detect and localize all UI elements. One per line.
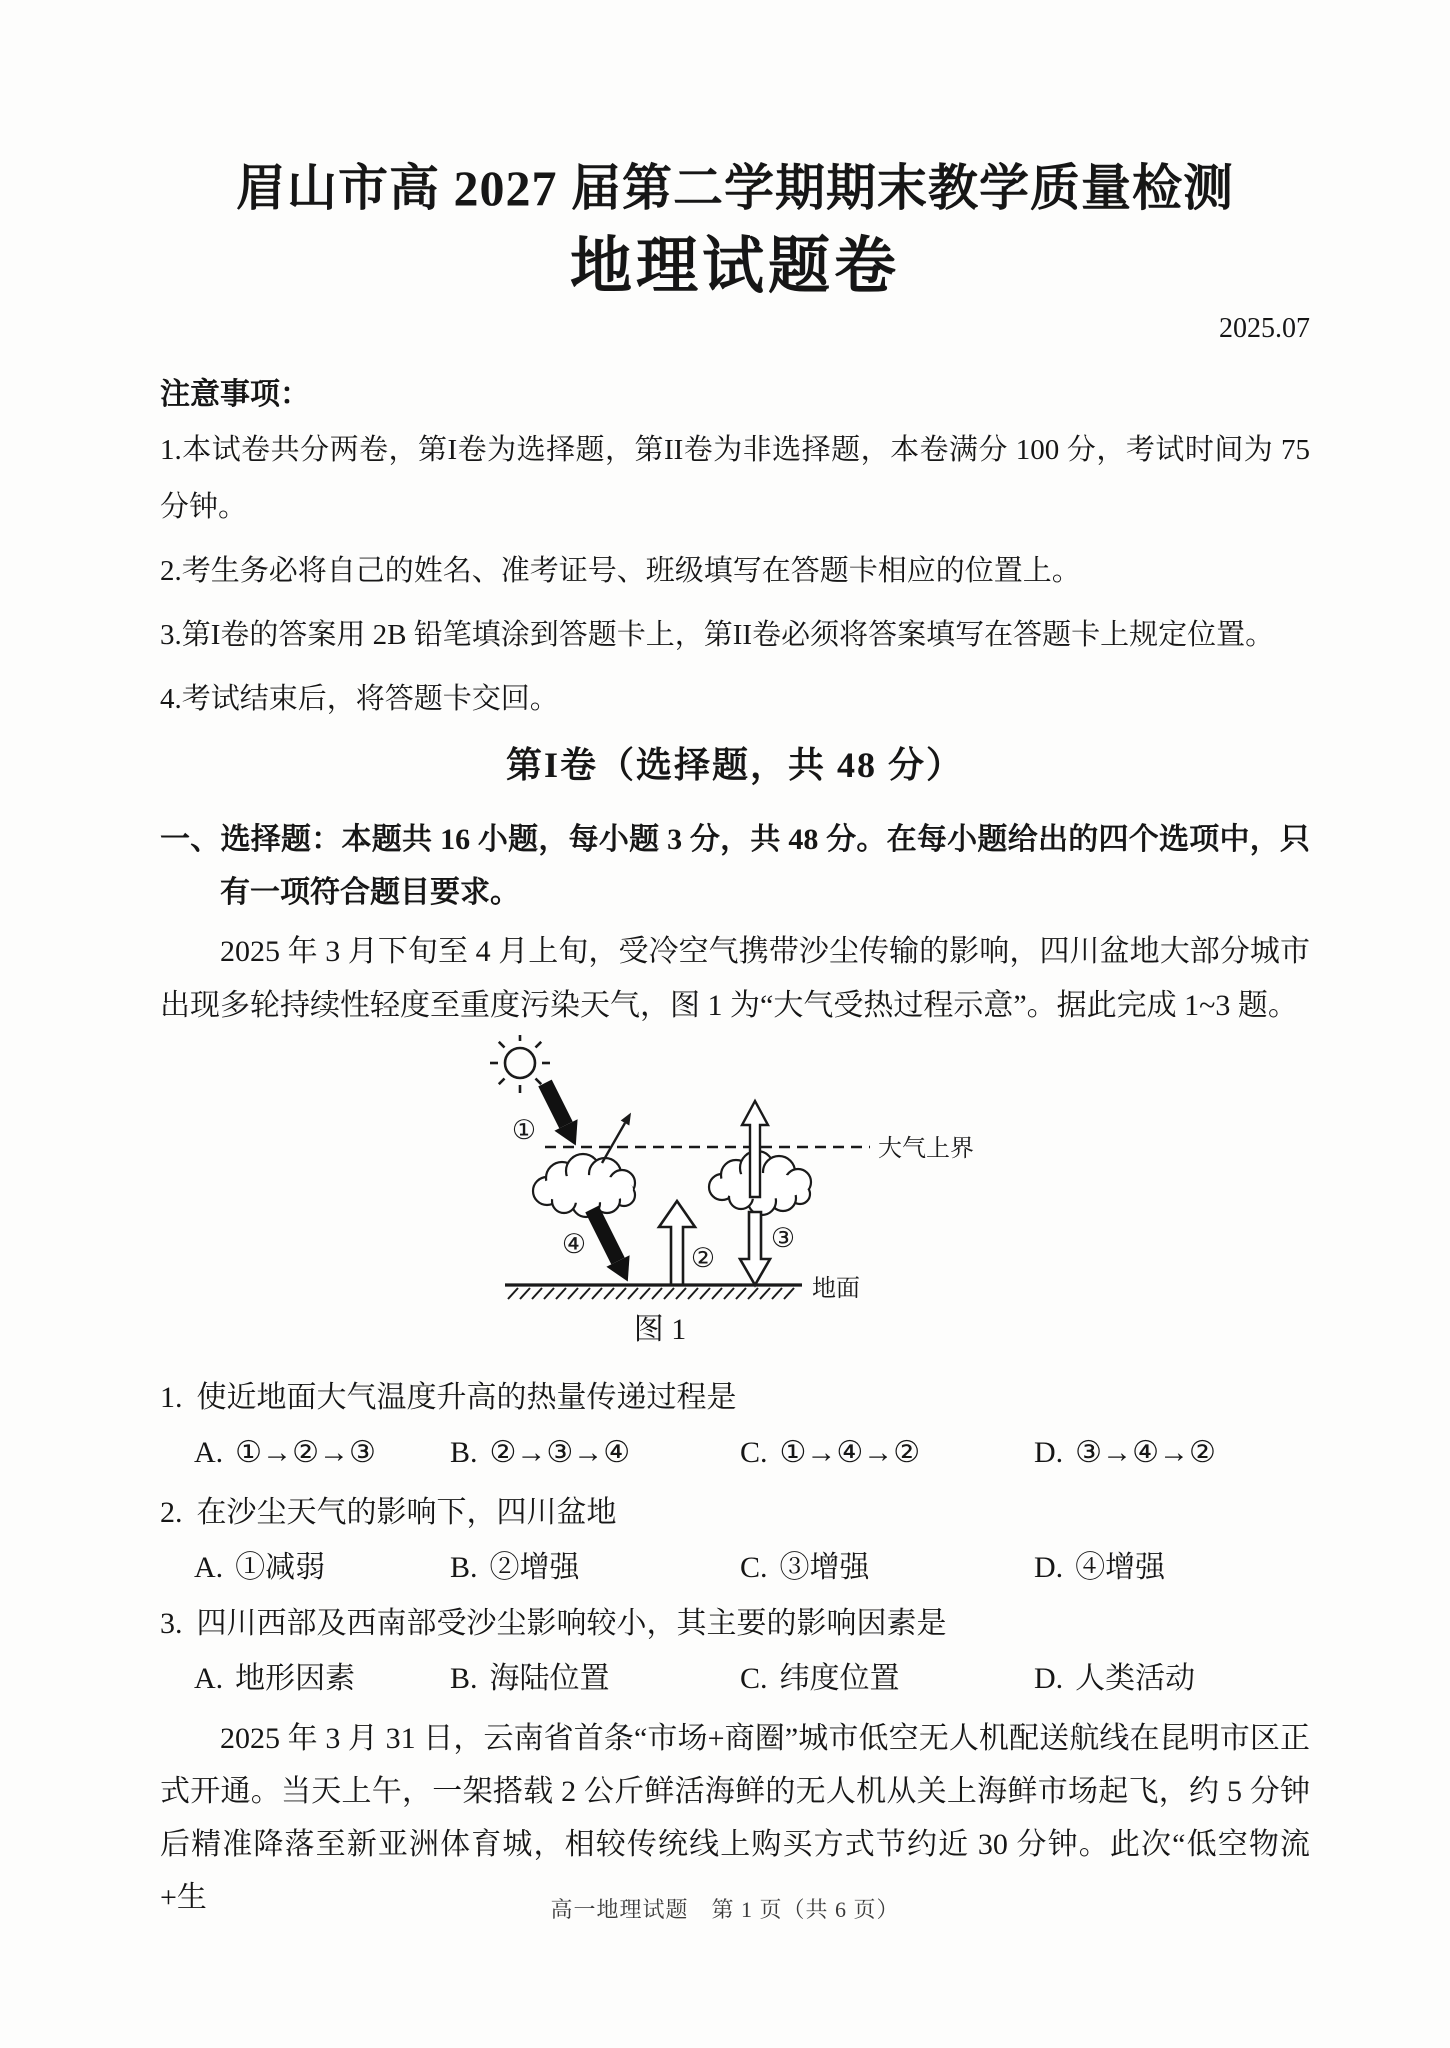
passage-drone-delivery: 2025 年 3 月 31 日，云南省首条“市场+商圈”城市低空无人机配送航线在昆明市区正式开通。当天上午，一架搭载 2 公斤鲜活海鲜的无人机从关上海鲜市场起飞，约 5 分钟后精准降落至新亚洲体育城，相较传统线上购买方式节约近 30 分钟。此次“低空物流+生 (160, 1722, 1310, 1915)
part1-instruction: 一、选择题：本题共 16 小题，每小题 3 分，共 48 分。在每小题给出的四个选项中，只有一项符合题目要求。 (160, 823, 1310, 910)
arrow-4-label: ④ (561, 1229, 587, 1260)
ground-label: 地面 (812, 1276, 860, 1303)
question-2-stem: 在沙尘天气的影响下，四川盆地 (196, 1496, 617, 1530)
option-text: ③增强 (779, 1551, 870, 1585)
option-label: D. (1034, 1436, 1064, 1470)
question-1-option-d (1034, 1432, 1216, 1474)
option-text: ④增强 (1075, 1551, 1166, 1585)
ground-line (505, 1285, 802, 1299)
question-1-option-a (194, 1432, 450, 1474)
option-text: 海陆位置 (489, 1662, 610, 1696)
option-label: B. (450, 1551, 478, 1585)
solar-radiation-arrow-1 (545, 1083, 578, 1146)
option-text: ③→④→② (1075, 1436, 1216, 1470)
question-1-number: 1. (160, 1381, 183, 1415)
passage-dust-weather: 2025 年 3 月下旬至 4 月上旬，受冷空气携带沙尘传输的影响，四川盆地大部分城市出现多轮持续性轻度至重度污染天气，图 1 为“大气受热过程示意”。据此完成 1~3 题。 (160, 935, 1310, 1023)
question-3 (160, 1603, 1310, 1700)
option-text: ①→②→③ (235, 1436, 376, 1470)
atmosphere-top-label: 大气上界 (878, 1136, 974, 1163)
question-1-stem: 使近地面大气温度升高的热量传递过程是 (196, 1381, 737, 1415)
reflected-radiation-arrow (602, 1113, 631, 1163)
option-text: ①减弱 (235, 1551, 326, 1585)
question-3-option-c (740, 1658, 1034, 1700)
option-text: ②→③→④ (489, 1436, 631, 1470)
notice-item-2: 2.考生务必将自己的姓名、准考证号、班级填写在答题卡相应的位置上。 (160, 555, 1081, 588)
question-2-option-a (194, 1547, 450, 1589)
arrow-2-label: ② (690, 1243, 716, 1274)
question-2-option-d (1034, 1547, 1165, 1589)
question-1-option-c (740, 1432, 1034, 1474)
option-text: 人类活动 (1075, 1662, 1196, 1696)
page-subtitle: 地理试题卷 (569, 233, 900, 301)
left-cloud-icon (533, 1154, 635, 1217)
question-3-option-b (450, 1658, 740, 1700)
sun-icon (490, 1035, 550, 1093)
question-3-option-a (194, 1658, 450, 1700)
page-footer: 高一地理试题 第 1 页（共 6 页） (550, 1897, 900, 1922)
question-1-options (160, 1432, 1310, 1474)
figure-1-caption: 图 1 (633, 1313, 687, 1347)
question-2-option-b (450, 1547, 740, 1589)
option-label: A. (194, 1436, 224, 1470)
question-3-stem: 四川西部及西南部受沙尘影响较小，其主要的影响因素是 (196, 1607, 947, 1641)
counter-radiation-arrow-3 (740, 1212, 770, 1285)
question-2-options (160, 1547, 1310, 1589)
arrow-1-label: ① (511, 1115, 537, 1146)
question-3-number: 3. (160, 1607, 183, 1641)
ground-reaching-arrow-4 (592, 1209, 630, 1282)
ground-radiation-arrow-2 (659, 1201, 695, 1285)
question-1-option-b (450, 1432, 740, 1474)
notice-heading: 注意事项： (160, 378, 310, 412)
option-label: C. (740, 1436, 768, 1470)
question-1 (160, 1377, 1310, 1474)
option-text: ②增强 (489, 1551, 580, 1585)
question-2-stem-row (160, 1492, 1310, 1534)
question-3-option-d (1034, 1658, 1195, 1700)
part1-heading: 第I卷（选择题，共 48 分） (505, 745, 964, 786)
option-label: C. (740, 1551, 768, 1585)
question-2-number: 2. (160, 1496, 183, 1530)
option-label: A. (194, 1551, 224, 1585)
atmosphere-heating-diagram (450, 1035, 990, 1307)
page-title: 眉山市高 2027 届第二学期期末教学质量检测 (236, 160, 1234, 216)
option-text: ①→④→② (779, 1436, 921, 1470)
page-content (160, 0, 1310, 1924)
notice-item-3: 3.第I卷的答案用 2B 铅笔填涂到答题卡上，第II卷必须将答案填写在答题卡上规定位置。 (160, 619, 1275, 652)
option-label: C. (740, 1662, 768, 1696)
exam-date: 2025.07 (1219, 313, 1310, 345)
question-3-options (160, 1658, 1310, 1700)
option-label: D. (1034, 1662, 1064, 1696)
option-label: D. (1034, 1551, 1064, 1585)
option-text: 地形因素 (235, 1662, 356, 1696)
option-text: 纬度位置 (779, 1662, 900, 1696)
question-1-stem-row (160, 1377, 1310, 1419)
figure-1 (160, 1035, 1310, 1351)
notice-item-4: 4.考试结束后，将答题卡交回。 (160, 683, 559, 716)
question-2-option-c (740, 1547, 1034, 1589)
question-2 (160, 1492, 1310, 1589)
option-label: A. (194, 1662, 224, 1696)
arrow-3-label: ③ (770, 1223, 796, 1254)
option-label: B. (450, 1436, 478, 1470)
question-3-stem-row (160, 1603, 1310, 1645)
option-label: B. (450, 1662, 478, 1696)
notice-item-1: 1.本试卷共分两卷，第I卷为选择题，第II卷为非选择题，本卷满分 100 分，考试时间为 75 分钟。 (160, 434, 1310, 524)
